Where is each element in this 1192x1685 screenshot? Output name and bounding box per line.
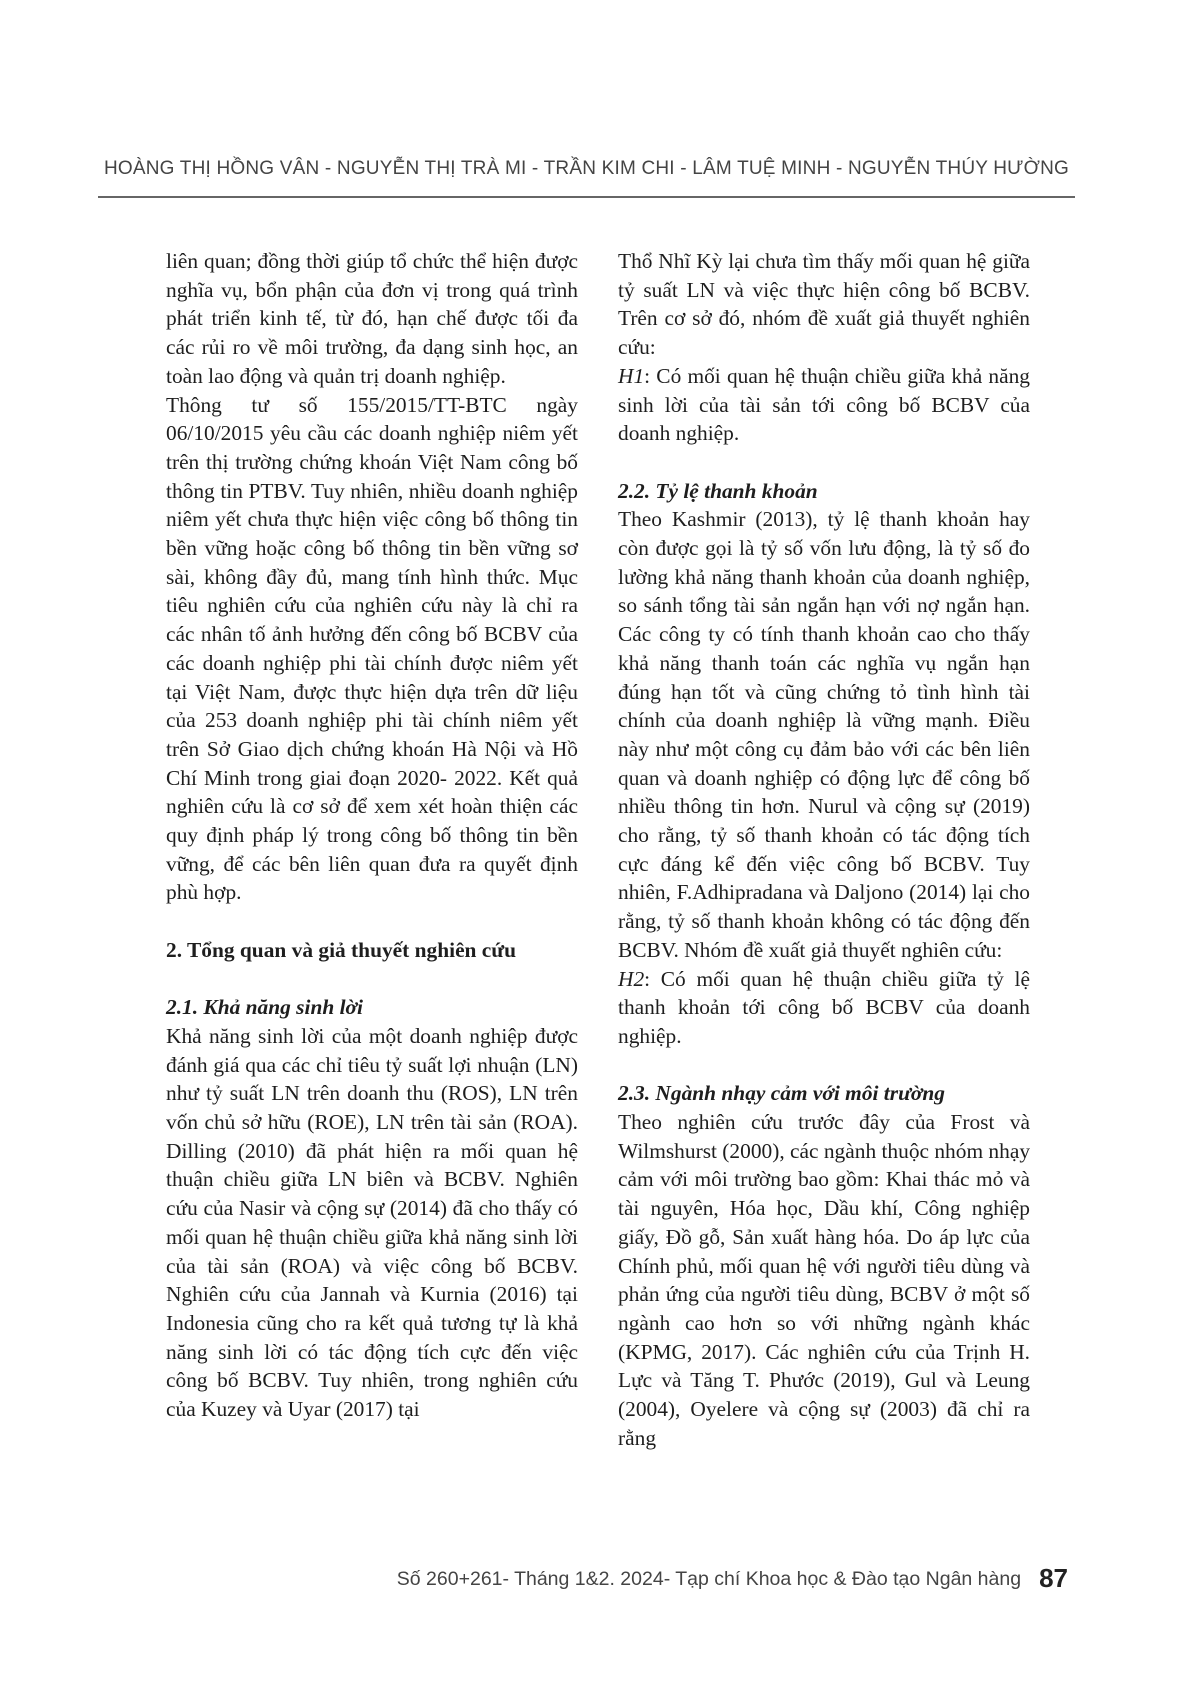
section-2-heading: 2. Tổng quan và giả thuyết nghiên cứu <box>166 937 517 962</box>
page-number: 87 <box>1039 1563 1068 1593</box>
hypothesis-h1 <box>618 362 1030 448</box>
journal-info: Số 260+261- Tháng 1&2. 2024- Tạp chí Khoa học & Đào tạo Ngân hàng <box>396 1568 1022 1590</box>
page-footer <box>397 1563 1068 1594</box>
hypothesis-h1-text: : Có mối quan hệ thuận chiều giữa khả năng sinh lời của tài sản tới công bố BCBV của doanh nghiệp. <box>618 363 1030 446</box>
right-column <box>618 247 1030 1453</box>
section-2-1-continuation-paragraph: Thổ Nhĩ Kỳ lại chưa tìm thấy mối quan hệ giữa tỷ suất LN và việc thực hiện công bố BCBV. Trên cơ sở đó, nhóm đề xuất giả thuyết nghiên cứu: <box>618 249 1030 360</box>
spacer <box>166 965 578 994</box>
hypothesis-h2 <box>618 965 1030 1051</box>
header-divider <box>98 196 1075 198</box>
spacer <box>618 448 1030 477</box>
section-2-1-heading: 2.1. Khả năng sinh lời <box>166 995 363 1020</box>
intro-paragraph: Thông tư số 155/2015/TT-BTC ngày 06/10/2015 yêu cầu các doanh nghiệp niêm yết trên thị trường chứng khoán Việt Nam công bố thông tin PTBV. Tuy nhiên, nhiều doanh nghiệp niêm yết chưa thực hiện việc công bố thông tin bền vững hoặc công bố thông tin bền vững sơ sài, không đầy đủ, mang tính hình thức. Mục tiêu nghiên cứu của nghiên cứu này là chỉ ra các nhân tố ảnh hưởng đến công bố BCBV của các doanh nghiệp phi tài chính được niêm yết tại Việt Nam, được thực hiện dựa trên dữ liệu của 253 doanh nghiệp phi tài chính niêm yết trên Sở Giao dịch chứng khoán Hà Nội và Hồ Chí Minh trong giai đoạn 2020- 2022. Kết quả nghiên cứu là cơ sở để xem xét hoàn thiện các quy định pháp lý trong công bố thông tin bền vững, để các bên liên quan đưa ra quyết định phù hợp. <box>166 392 578 905</box>
section-2-2-heading: 2.2. Tỷ lệ thanh khoản <box>618 478 818 503</box>
section-2-1-paragraph: Khả năng sinh lời của một doanh nghiệp được đánh giá qua các chỉ tiêu tỷ suất lợi nhuận (LN) như tỷ suất LN trên doanh thu (ROS), LN trên vốn chủ sở hữu (ROE), LN trên tài sản (ROA). Dilling (2010) đã phát hiện ra mối quan hệ thuận chiều giữa LN biên và BCBV. Nghiên cứu của Nasir và cộng sự (2014) đã cho thấy có mối quan hệ thuận chiều giữa khả năng sinh lời của tài sản (ROA) và việc công bố BCBV. Nghiên cứu của Jannah và Kurnia (2016) tại Indonesia cũng cho ra kết quả tương tự là khả năng sinh lời có tác động tích cực đến việc công bố BCBV. Tuy nhiên, trong nghiên cứu của Kuzey và Uyar (2017) tại <box>166 1023 578 1422</box>
section-2-2-paragraph: Theo Kashmir (2013), tỷ lệ thanh khoản hay còn được gọi là tỷ số vốn lưu động, là tỷ số đo lường khả năng thanh khoản của doanh nghiệp, so sánh tổng tài sản ngắn hạn với nợ ngắn hạn. Các công ty có tính thanh khoản cao cho thấy khả năng thanh toán các nghĩa vụ ngắn hạn đúng hạn tốt và cũng chứng tỏ tình hình tài chính của doanh nghiệp là vững mạnh. Điều này như một công cụ đảm bảo với các bên liên quan và doanh nghiệp có động lực để công bố nhiều thông tin hơn. Nurul và cộng sự (2019) cho rằng, tỷ số thanh khoản có tác động tích cực đáng kể đến việc công bố BCBV. Tuy nhiên, F.Adhipradana và Daljono (2014) lại cho rằng, tỷ số thanh khoản không có tác động đến BCBV. Nhóm đề xuất giả thuyết nghiên cứu: <box>618 507 1030 962</box>
hypothesis-h2-text: : Có mối quan hệ thuận chiều giữa tỷ lệ thanh khoản tới công bố BCBV của doanh nghiệp. <box>618 966 1030 1048</box>
hypothesis-h2-label: H2 <box>618 966 645 991</box>
intro-continuation-paragraph: liên quan; đồng thời giúp tổ chức thể hiện được nghĩa vụ, bổn phận của đơn vị trong quá trình phát triển kinh tế, từ đó, hạn chế được tối đa các rủi ro về môi trường, đa dạng sinh học, an toàn lao động và quản trị doanh nghiệp. <box>166 249 578 388</box>
left-column <box>166 247 578 1424</box>
hypothesis-h1-label: H1 <box>618 363 645 388</box>
spacer <box>166 907 578 936</box>
spacer <box>618 1051 1030 1080</box>
section-2-3-paragraph: Theo nghiên cứu trước đây của Frost và Wilmshurst (2000), các ngành thuộc nhóm nhạy cảm với môi trường bao gồm: Khai thác mỏ và tài nguyên, Hóa học, Dầu khí, Công nghiệp giấy, Đồ gỗ, Sản xuất hàng hóa. Do áp lực của Chính phủ, mối quan hệ với người tiêu dùng và phản ứng của người tiêu dùng, BCBV ở một số ngành cao hơn so với những ngành khác (KPMG, 2017). Các nghiên cứu của Trịnh H. Lực và Tăng T. Phước (2019), Gul và Leung (2004), Oyelere và cộng sự (2003) đã chỉ ra rằng <box>618 1110 1031 1450</box>
running-header-authors: HOÀNG THỊ HỒNG VÂN - NGUYỄN THỊ TRÀ MI - TRẦN KIM CHI - LÂM TUỆ MINH - NGUYỄN THÚY HƯỜNG <box>103 158 1069 179</box>
section-2-3-heading: 2.3. Ngành nhạy cảm với môi trường <box>618 1081 945 1106</box>
